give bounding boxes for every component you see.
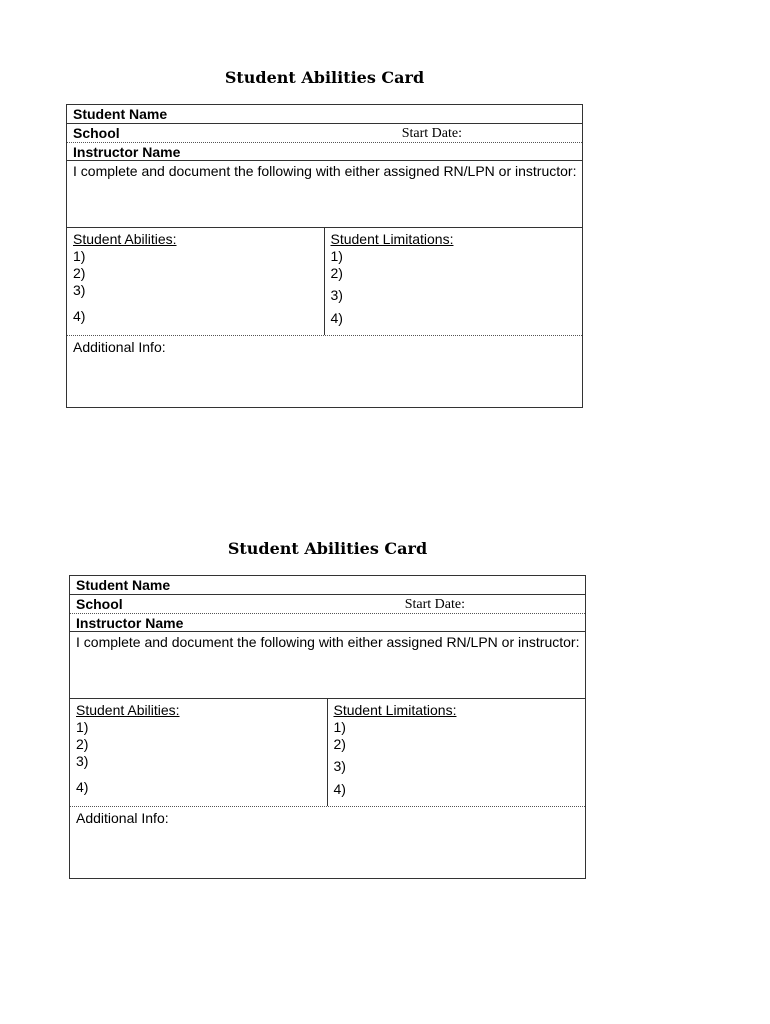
student-name-row[interactable] — [67, 105, 582, 124]
student-limitations-column[interactable] — [328, 699, 586, 806]
ability-number-1: 1) — [76, 719, 89, 735]
student-abilities-column[interactable] — [67, 228, 325, 335]
student-abilities-heading: Student Abilities: — [73, 231, 177, 247]
card-form — [69, 575, 586, 879]
limitation-number-1: 1) — [333, 719, 346, 735]
limitation-number-4: 4) — [330, 310, 343, 326]
ability-number-3: 3) — [73, 282, 86, 298]
student-abilities-card-1 — [66, 66, 583, 410]
instructor-name-row[interactable] — [67, 143, 582, 161]
card-form — [66, 104, 583, 408]
additional-info-row[interactable] — [70, 807, 585, 878]
student-name-row[interactable] — [70, 576, 585, 595]
school-row[interactable] — [70, 595, 585, 614]
start-date-label: Start Date: — [404, 597, 465, 612]
student-name-label: Student Name — [76, 577, 171, 593]
limitation-number-3: 3) — [333, 758, 346, 774]
instruction-row[interactable] — [67, 161, 582, 228]
school-label: School — [76, 596, 123, 612]
student-limitations-heading: Student Limitations: — [333, 702, 457, 718]
additional-info-label: Additional Info: — [76, 810, 169, 826]
ability-number-4: 4) — [73, 308, 86, 324]
limitation-number-2: 2) — [330, 265, 343, 281]
start-date-label: Start Date: — [401, 126, 462, 141]
ability-number-4: 4) — [76, 779, 89, 795]
limitation-number-2: 2) — [333, 736, 346, 752]
ability-number-2: 2) — [73, 265, 86, 281]
instructor-name-label: Instructor Name — [76, 615, 184, 631]
instructor-name-row[interactable] — [70, 614, 585, 632]
student-abilities-column[interactable] — [70, 699, 328, 806]
instruction-row[interactable] — [70, 632, 585, 699]
abilities-limitations-row — [67, 228, 582, 336]
instruction-text: I complete and document the following with either assigned RN/LPN or instructor: — [76, 634, 580, 650]
card-title: Student Abilities Card — [227, 539, 428, 558]
card-title: Student Abilities Card — [224, 68, 425, 87]
instructor-name-label: Instructor Name — [73, 144, 181, 160]
student-limitations-heading: Student Limitations: — [330, 231, 454, 247]
abilities-limitations-row — [70, 699, 585, 807]
ability-number-2: 2) — [76, 736, 89, 752]
ability-number-1: 1) — [73, 248, 86, 264]
additional-info-label: Additional Info: — [73, 339, 166, 355]
student-name-label: Student Name — [73, 106, 168, 122]
ability-number-3: 3) — [76, 753, 89, 769]
limitation-number-3: 3) — [330, 287, 343, 303]
student-abilities-card-2 — [69, 537, 586, 881]
student-abilities-heading: Student Abilities: — [76, 702, 180, 718]
instruction-text: I complete and document the following with either assigned RN/LPN or instructor: — [73, 163, 577, 179]
school-label: School — [73, 125, 120, 141]
student-limitations-column[interactable] — [325, 228, 583, 335]
school-row[interactable] — [67, 124, 582, 143]
limitation-number-1: 1) — [330, 248, 343, 264]
additional-info-row[interactable] — [67, 336, 582, 407]
limitation-number-4: 4) — [333, 781, 346, 797]
